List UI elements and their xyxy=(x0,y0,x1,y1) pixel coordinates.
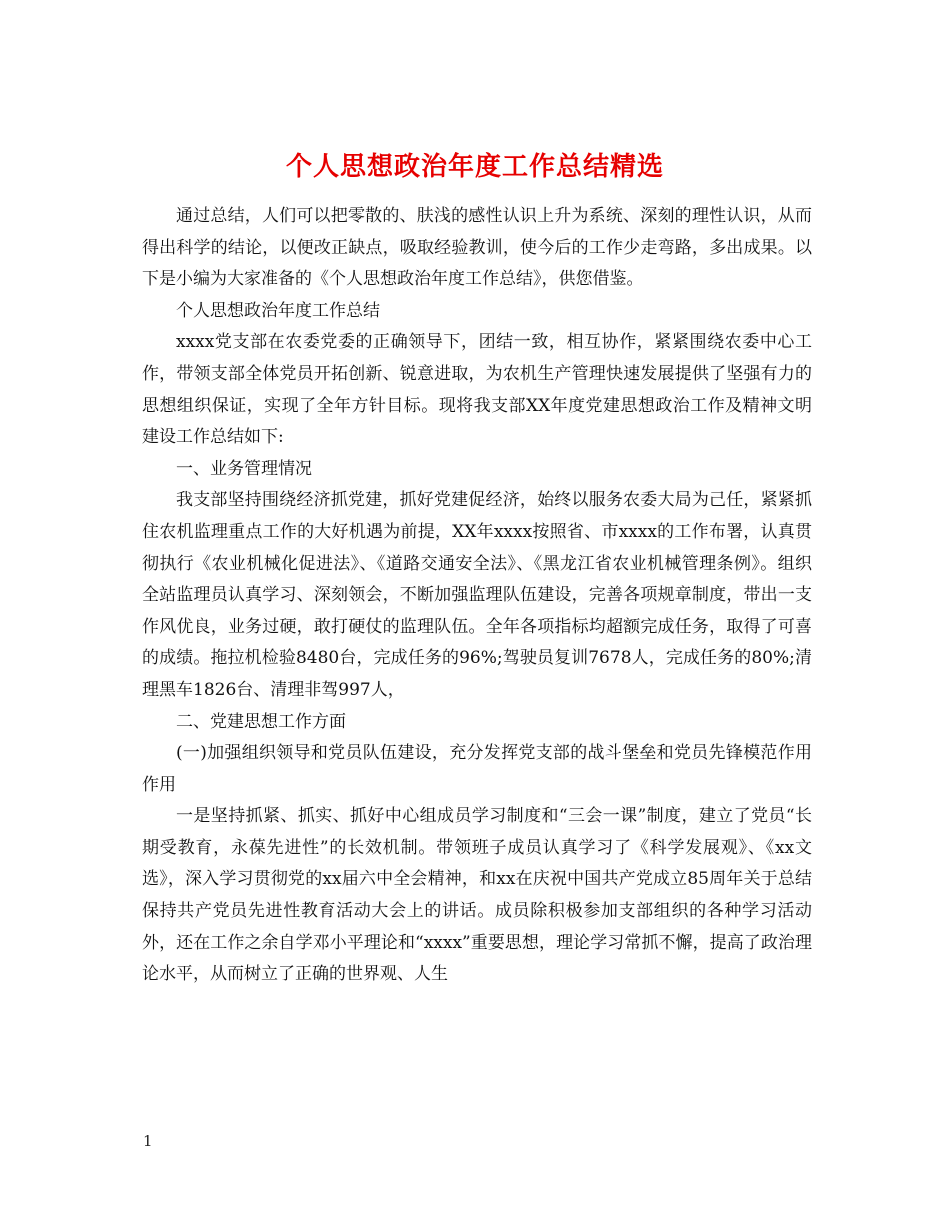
section-heading-party: 二、党建思想工作方面 xyxy=(176,711,346,732)
page-number: 1 xyxy=(143,1132,153,1150)
paragraph-study: 一是坚持抓紧、抓实、抓好中心组成员学习制度和“三会一课”制度，建立了党员“长期受教育，永葆先进性”的长效机制。带领班子成员认真学习了《科学发展观》、《xx文选》，深入学习贯彻党的xx届六中全会精神，和xx在庆祝中国共产党成立85周年关于总结保持共产党员先进性教育活动大会上的讲话。成员除积极参加支部组织的各种学习活动外，还在工作之余自学邓小平理论和“xxxx”重要思想，理论学习常抓不懈，提高了政治理论水平，从而树立了正确的世界观、人生 xyxy=(142,806,812,985)
paragraph-business: 我支部坚持围绕经济抓党建，抓好党建促经济，始终以服务农委大局为己任，紧紧抓住农机监理重点工作的大好机遇为前提，XX年xxxx按照省、市xxxx的工作布署，认真贯彻执行《农业机械化促进法》、《道路交通安全法》、《黑龙江省农业机械管理条例》。组织全站监理员认真学习、深刻领会，不断加强监理队伍建设，完善各项规章制度，带出一支作风优良，业务过硬，敢打硬仗的监理队伍。全年各项指标均超额完成任务，取得了可喜的成绩。拖拉机检验8480台，完成任务的96%;驾驶员复训7678人，完成任务的80%;清理黑车1826台、清理非驾997人， xyxy=(142,490,812,700)
document-title: 个人思想政治年度工作总结精选 xyxy=(285,152,664,183)
paragraph-subtitle: 个人思想政治年度工作总结 xyxy=(176,300,380,321)
paragraph-intro: 通过总结，人们可以把零散的、肤浅的感性认识上升为系统、深刻的理性认识，从而得出科学的结论，以便改正缺点，吸取经验教训，使今后的工作少走弯路，多出成果。以下是小编为大家准备的《个人思想政治年度工作总结》，供您借鉴。 xyxy=(142,206,812,290)
paragraph-overview: xxxx党支部在农委党委的正确领导下，团结一致，相互协作，紧紧围绕农委中心工作，带领支部全体党员开拓创新、锐意进取，为农机生产管理快速发展提供了坚强有力的思想组织保证，实现了全年方针目标。现将我支部XX年度党建思想政治工作及精神文明建设工作总结如下: xyxy=(142,332,812,448)
document-body xyxy=(142,201,812,991)
subsection-heading-organization: (一)加强组织领导和党员队伍建设，充分发挥党支部的战斗堡垒和党员先锋模范作用作用 xyxy=(142,743,812,795)
section-heading-business: 一、业务管理情况 xyxy=(176,458,312,479)
